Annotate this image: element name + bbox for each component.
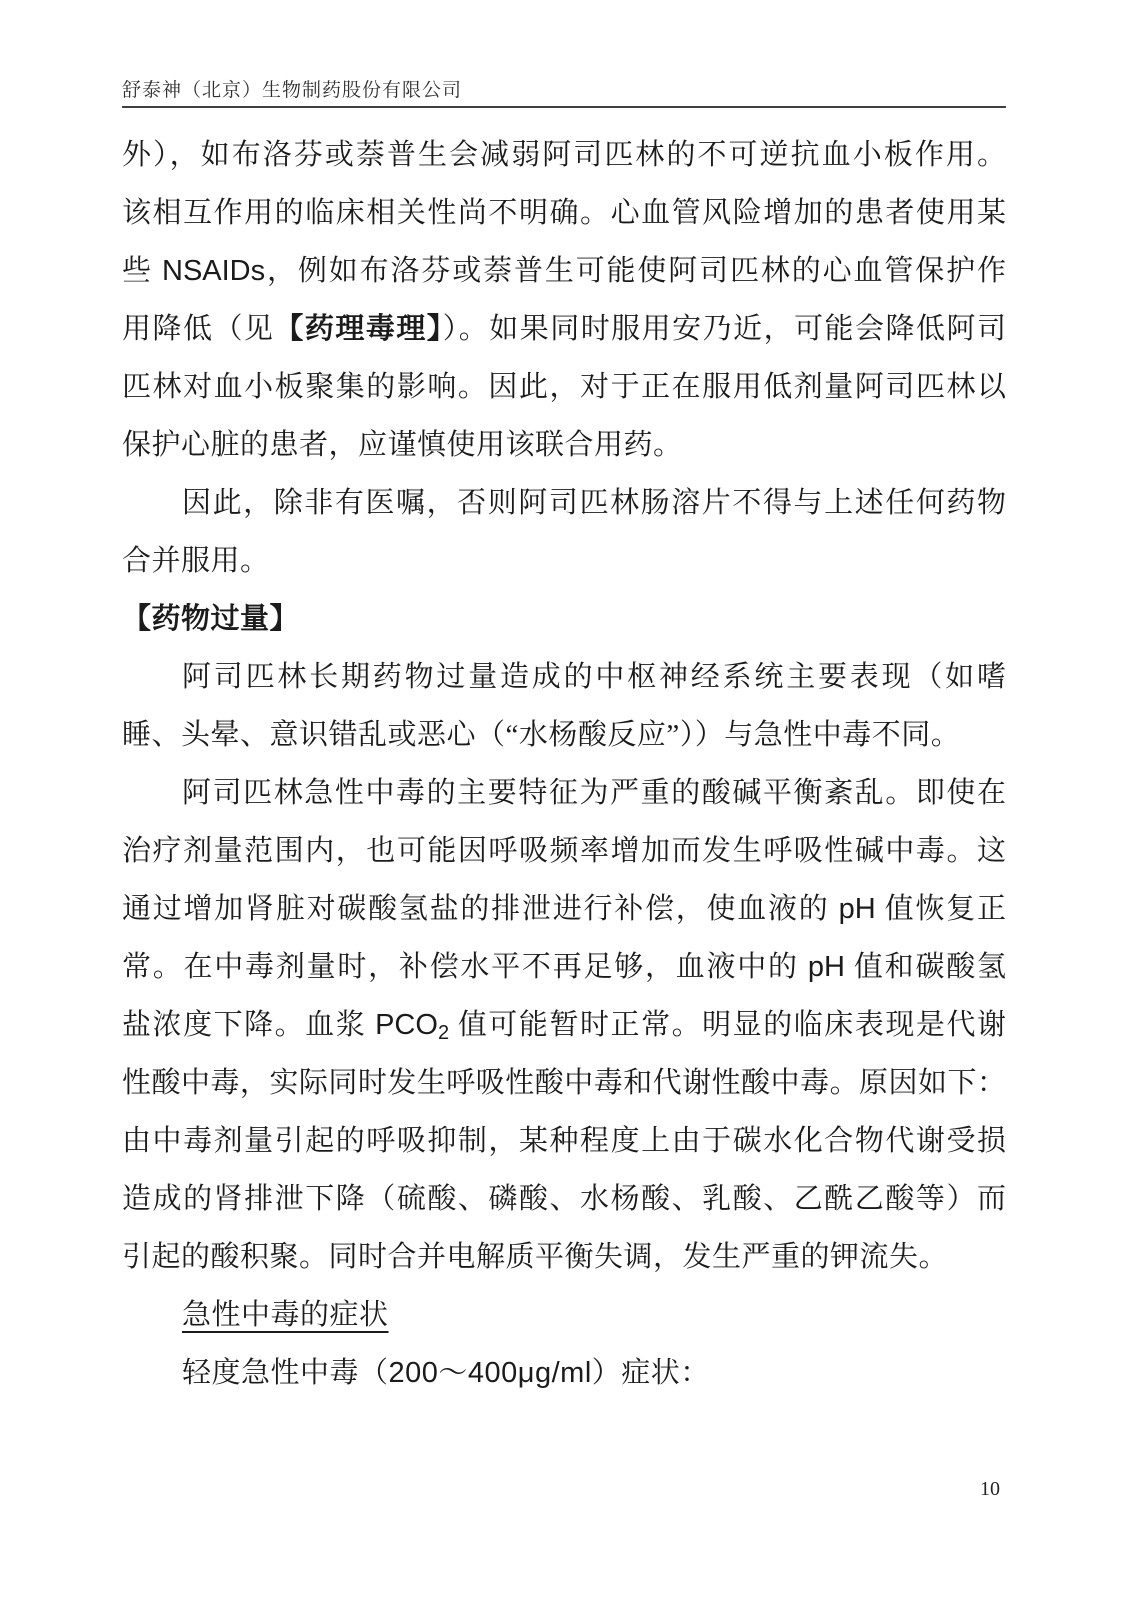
page-number: 10 bbox=[980, 1478, 1000, 1500]
text-segment: 值可能暂时正常。明显的临床表现是代谢 bbox=[449, 1009, 1006, 1041]
text-segment: 值和碳酸氢 bbox=[844, 951, 1006, 983]
text-segment: 保护心脏的患者，应谨慎使用该联合用药。 bbox=[122, 429, 683, 461]
text-segment: 些 bbox=[122, 255, 162, 287]
text-segment: 轻度急性中毒（ bbox=[182, 1357, 389, 1389]
text-segment: 盐浓度下降。血浆 bbox=[122, 1009, 376, 1041]
text-line bbox=[122, 126, 1006, 184]
text-segment: pH bbox=[807, 951, 845, 983]
text-segment: ，例如布洛芬或萘普生可能使阿司匹林的心血管保护作 bbox=[265, 255, 1006, 287]
text-line bbox=[122, 822, 1006, 880]
text-segment: pH bbox=[838, 893, 876, 925]
text-segment: 阿司匹林长期药物过量造成的中枢神经系统主要表现（如嗜 bbox=[182, 661, 1006, 693]
text-line bbox=[122, 416, 1006, 474]
text-line bbox=[122, 242, 1006, 300]
text-segment: 通过增加肾脏对碳酸氢盐的排泄进行补偿，使血液的 bbox=[122, 893, 839, 925]
text-segment: 【药物过量】 bbox=[122, 603, 300, 635]
text-segment: 引起的酸积聚。同时合并电解质平衡失调，发生严重的钾流失。 bbox=[122, 1241, 949, 1273]
text-segment: 200～400μg/ml bbox=[388, 1357, 592, 1389]
text-segment: 急性中毒的症状 bbox=[182, 1299, 389, 1331]
text-line bbox=[122, 1112, 1006, 1170]
text-segment: ）。如果同时服用安乃近，可能会降低阿司 bbox=[442, 313, 1006, 345]
text-segment: PCO bbox=[375, 1009, 438, 1041]
text-segment: 2 bbox=[437, 1022, 450, 1044]
text-line bbox=[122, 938, 1006, 996]
text-line bbox=[122, 1170, 1006, 1228]
text-segment: 合并服用。 bbox=[122, 545, 270, 577]
page-header bbox=[122, 80, 1006, 108]
text-segment: 该相互作用的临床相关性尚不明确。心血管风险增加的患者使用某 bbox=[122, 197, 1006, 229]
text-line bbox=[122, 764, 1006, 822]
text-segment: 阿司匹林急性中毒的主要特征为严重的酸碱平衡紊乱。即使在 bbox=[182, 777, 1006, 809]
text-line bbox=[122, 706, 1006, 764]
company-name: 舒泰神（北京）生物制药股份有限公司 bbox=[122, 80, 463, 101]
document-body bbox=[122, 126, 1006, 1402]
subsection-heading-acute-toxicity bbox=[122, 1286, 1006, 1344]
text-segment: 外），如布洛芬或萘普生会减弱阿司匹林的不可逆抗血小板作用。 bbox=[122, 139, 1006, 171]
text-line bbox=[122, 300, 1006, 358]
section-heading-overdose bbox=[122, 590, 1006, 648]
text-segment: 匹林对血小板聚集的影响。因此，对于正在服用低剂量阿司匹林以 bbox=[122, 371, 1006, 403]
text-line bbox=[122, 648, 1006, 706]
text-line bbox=[122, 1344, 1006, 1402]
text-segment: 治疗剂量范围内，也可能因呼吸频率增加而发生呼吸性碱中毒。这 bbox=[122, 835, 1006, 867]
text-line bbox=[122, 474, 1006, 532]
text-line bbox=[122, 184, 1006, 242]
text-segment: 常。在中毒剂量时，补偿水平不再足够，血液中的 bbox=[122, 951, 808, 983]
text-segment: 睡、头晕、意识错乱或恶心（“水杨酸反应”））与急性中毒不同。 bbox=[122, 719, 961, 751]
text-segment: 由中毒剂量引起的呼吸抑制，某种程度上由于碳水化合物代谢受损 bbox=[122, 1125, 1006, 1157]
text-segment: 值恢复正 bbox=[875, 893, 1006, 925]
text-line bbox=[122, 532, 1006, 590]
text-line bbox=[122, 1228, 1006, 1286]
text-segment: NSAIDs bbox=[162, 255, 266, 287]
text-line bbox=[122, 1054, 1006, 1112]
text-segment: 因此，除非有医嘱，否则阿司匹林肠溶片不得与上述任何药物 bbox=[182, 487, 1006, 519]
text-segment: ）症状： bbox=[591, 1357, 710, 1389]
text-line bbox=[122, 880, 1006, 938]
text-segment: 造成的肾排泄下降（硫酸、磷酸、水杨酸、乳酸、乙酰乙酸等）而 bbox=[122, 1183, 1006, 1215]
text-segment: 【药理毒理】 bbox=[274, 313, 443, 345]
text-segment: 性酸中毒，实际同时发生呼吸性酸中毒和代谢性酸中毒。原因如下： bbox=[122, 1067, 1006, 1099]
text-line bbox=[122, 358, 1006, 416]
text-segment: 用降低（见 bbox=[122, 313, 275, 345]
text-line bbox=[122, 996, 1006, 1054]
